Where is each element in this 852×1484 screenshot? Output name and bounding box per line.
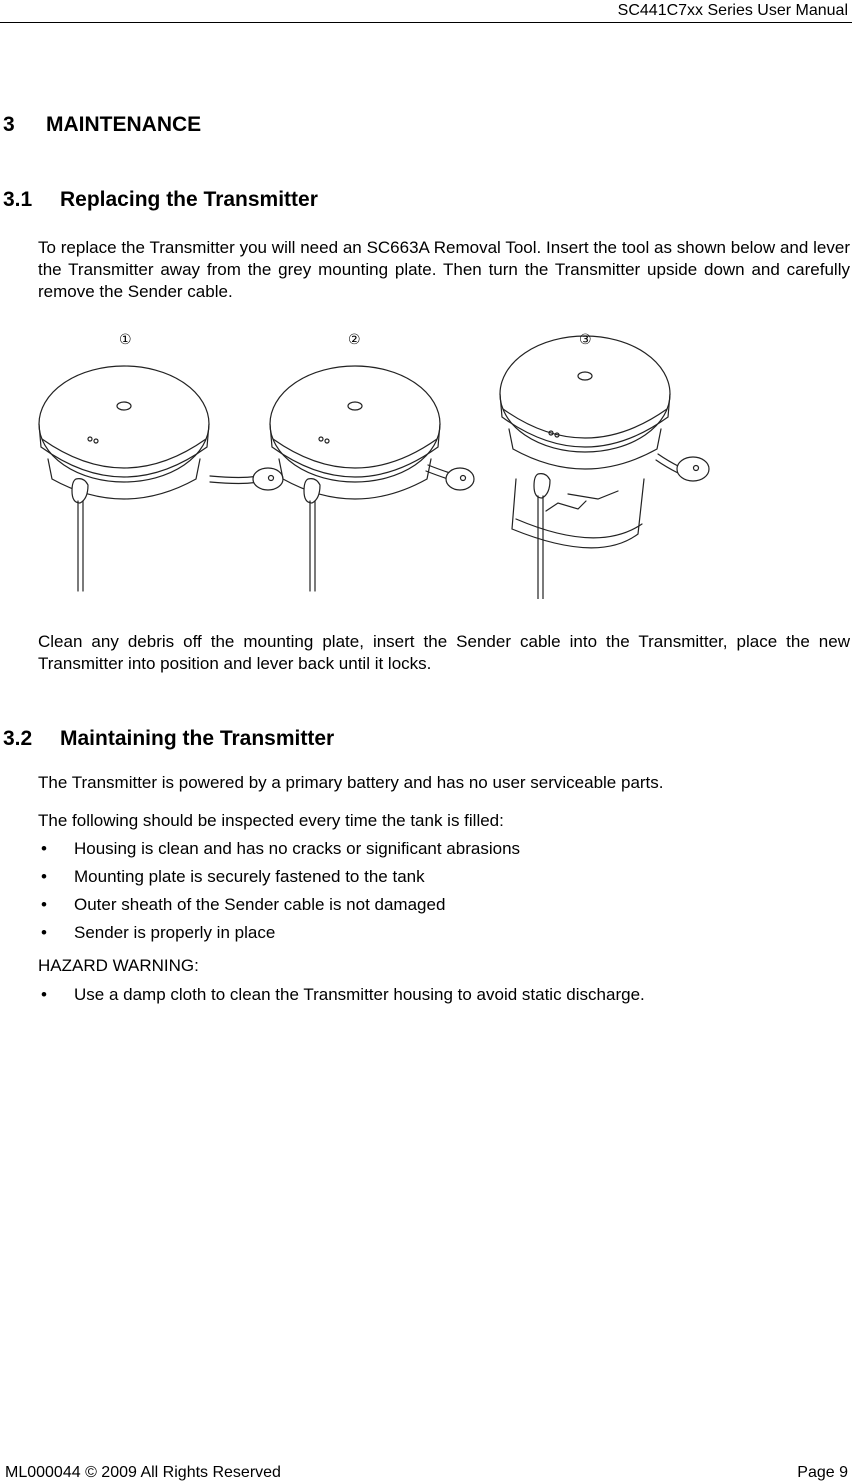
subsection-title: Replacing the Transmitter bbox=[60, 188, 318, 211]
subsection-number: 3.2 bbox=[3, 727, 33, 750]
subsection-heading-3-1 bbox=[3, 188, 318, 212]
bullet-marker: • bbox=[41, 985, 47, 1004]
section-title: MAINTENANCE bbox=[46, 113, 202, 136]
step-label-2: ② bbox=[348, 332, 361, 348]
transmitter-step-1 bbox=[39, 366, 283, 591]
subsection-title: Maintaining the Transmitter bbox=[60, 727, 335, 750]
bullet-marker: • bbox=[41, 839, 47, 858]
intro-paragraph: To replace the Transmitter you will need an SC663A Removal Tool. Insert the tool as shown below and lever the Transmitter away from the grey mounting plate. Then turn the Transmitter upside down and carefully remove the Sender cable. bbox=[38, 238, 850, 301]
transmitter-step-2 bbox=[270, 366, 474, 591]
list-item bbox=[38, 894, 850, 922]
transmitter-removal-figure bbox=[38, 329, 710, 599]
after-figure-paragraph: Clean any debris off the mounting plate, insert the Sender cable into the Transmitter, place the new Transmitter into position and lever back until it locks. bbox=[38, 632, 850, 673]
section-heading bbox=[3, 113, 201, 137]
page-header bbox=[0, 0, 852, 23]
step-label-1: ① bbox=[119, 332, 132, 348]
list-item bbox=[38, 838, 850, 866]
list-item bbox=[38, 866, 850, 894]
list-item-text: Housing is clean and has no cracks or significant abrasions bbox=[74, 839, 521, 858]
section-number: 3 bbox=[3, 113, 15, 136]
header-title: SC441C7xx Series User Manual bbox=[617, 2, 848, 19]
subsection-number: 3.1 bbox=[3, 188, 33, 211]
bullet-marker: • bbox=[41, 923, 47, 942]
list-item-text: Sender is properly in place bbox=[74, 923, 276, 942]
inspection-intro: The following should be inspected every time the tank is filled: bbox=[38, 811, 504, 830]
footer-page-number: Page 9 bbox=[797, 1464, 848, 1481]
battery-paragraph: The Transmitter is powered by a primary battery and has no user serviceable parts. bbox=[38, 773, 664, 792]
bullet-marker: • bbox=[41, 895, 47, 914]
footer-copyright: ML000044 © 2009 All Rights Reserved bbox=[5, 1464, 281, 1481]
list-item-text: Use a damp cloth to clean the Transmitter housing to avoid static discharge. bbox=[74, 985, 645, 1004]
transmitter-step-3 bbox=[500, 336, 709, 599]
list-item-text: Mounting plate is securely fastened to the tank bbox=[74, 867, 425, 886]
bullet-marker: • bbox=[41, 867, 47, 886]
inspection-list bbox=[38, 838, 850, 950]
transmitter-illustration bbox=[38, 329, 710, 599]
subsection-heading-3-2 bbox=[3, 727, 334, 751]
list-item-text: Outer sheath of the Sender cable is not damaged bbox=[74, 895, 446, 914]
step-label-3: ③ bbox=[579, 332, 592, 348]
list-item bbox=[38, 922, 850, 950]
hazard-warning-label: HAZARD WARNING: bbox=[38, 956, 199, 975]
list-item bbox=[38, 984, 850, 1012]
hazard-list bbox=[38, 984, 850, 1012]
